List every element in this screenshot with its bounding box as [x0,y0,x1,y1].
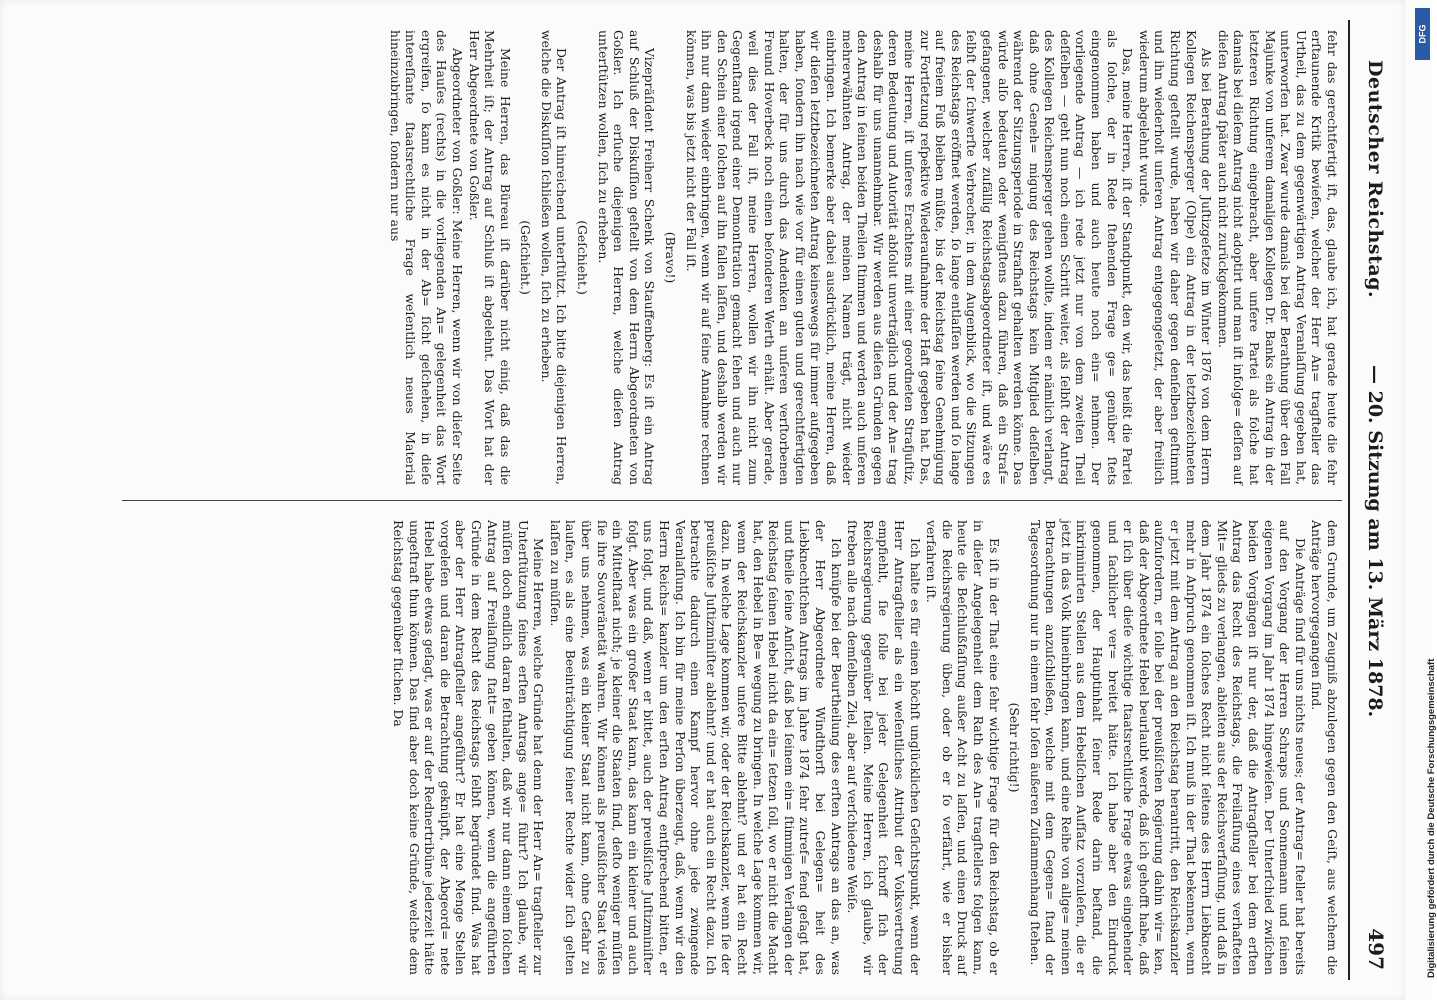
paragraph: Es iſt in der That eine ſehr wichtige Frage für den Reichstag, ob er in dieſer Angelegenheit dem Rath des An= tragſtellers folgen kann, heute die Beſchlußfaſſung außer Acht zu laſſen, und einen Druck auf die Reichsregierung üben, oder ob er ſo verfährt, wie er bisher verfahren iſt. [924,520,1002,975]
page-header [1354,20,1394,980]
paragraph: Meine Herren, welche Gründe hat denn der Herr An= tragſteller zur Unterſtützung ſeines erſten Antrags ange= führt? Ich glaube, wir müſſen doch endlich daran feſthalten, daß wir nur dann einem ſolchen Antrag auf Freilaſſung ſtatt= geben können, wenn die angeführten Gründe in dem Recht des Reichstags ſelbſt begründet ſind. Was hat aber der Herr Antragſteller angeführt? Er hat eine Menge Stellen vorgeleſen und daran die Betrachtung geknüpft, der Abgeord= nete Hebel habe etwas geſagt, was er auf der Rednertribüne jederzeit hätte ungeſtraft thun können. Das ſind aber doch keine Gründe, welche dem Reichstag gegenüber ſtichen. Da [390,520,547,975]
session-title: — 20. Sitzung am 13. März 1878. [1364,365,1386,718]
rotated-page-content [100,0,1400,1000]
paragraph: Meine Herren, das Büreau iſt darüber nicht einig, daß das die Mehrheit iſt; der Antrag auf Schluß iſt abgelehnt. Das Wort hat der Herr Abgeordnete von Goßler. [466,30,513,485]
page-number: 497 [1364,928,1388,970]
paragraph: Ich knüpfe bei der Beurtheilung des erſten Antrags an das an, was der Herr Abgeordnete Windthorſt bei Gelegen= heit des Liebknechtſchen Antrags im Jahre 1874 ſehr zutref= fend geſagt hat, und theile ſeine Anſicht, daß bei ſeinem ein= ſtimmigen Verlangen der Reichstag ſeinen Hebel nicht da ein= ſetzen ſoll, wo er nicht die Macht hat, den Hebel in Be= wegung zu bringen. In welche Lage kommen wir, wenn der Reichskanzler unſere Bitte ablehnt? und er hat ein Recht dazu. In welche Lage kommen wir, oder der Reichskanzler, wenn ſie der preußiſche Juſtizminiſter ablehnt? und er hat auch ein Recht dazu. Ich betrachte dadurch einen Kampf hervor ohne jede zwingende Veranlaſſung. Ich bin für meine Perſon überzeugt, daß, wenn wir den Herrn Reichs= kanzler um den erſten Antrag entſprechend bitten, er uns folgt, und daß, wenn er bittet, auch der preußiſche Juſtizminiſter folgt. Aber was ein großer Staat kann, das kann ein kleiner und auch ein Mittelſtaat nicht; je kleiner die Staaten ſind, deſto weniger müſſen ſie ihre Souveränetät wahren. Wir können als preußiſcher Staat vieles über uns nehmen, was ein kleiner Staat nicht kann, ohne Gefahr zu laufen, es als eine Beeinträchtigung ſeiner Rechte wider ſich gelten laſſen zu müſſen. [547,520,844,975]
paragraph: Als bei Berathung der Juſtizgeſetze im Winter 1876 von dem Herrn Kollegen Reichensperger (Olpe) ein Antrag in der letztbezeichneten Richtung geſtellt wurde, haben wir daher gegen denſelben geſtimmt und ihn wiederholt unſeren Antrag entgegengeſetzt, der aber freilich wiederum abgelehnt wurde. [1136,30,1215,485]
digitization-credit [1412,18,1437,998]
left-text-column [120,30,1340,485]
paragraph: Das, meine Herren, iſt der Standpunkt, den wir, das heißt die Partei als ſolche, der in Rede ſtehenden Frage ge= genüber ſtets eingenommen haben und auch heute noch ein= nehmen. Der vorliegende Antrag — ich rede jetzt nur von dem zweiten Theil deſſelben — geht nun noch einen Schritt weiter, als ſelbſt der Antrag des Kollegen Reichensperger gehen wollte, indem er nämlich verlangt, daß ohne Geneh= migung des Reichstags kein Mitglied deſſelben während der Sitzungsperiode in Strafhaft gehalten werden könne. Das würde alſo bedeuten oder wenigſtens dazu führen, daß ein Straf= gefangener, welcher zufällig Reichstagsabgeordneter iſt, und wäre es ſelbſt der ſchwerſte Verbrecher, in dem Augenblick, wo die Sitzungen des Reichstags eröffnet werden, ſo lange entlaſſen werden und ſo lange auf freiem Fuß bleiben müßte, bis der Reichstag ſeine Genehmigung zur Fortſetzung reſpektive Wiederaufnahme der Haft gegeben hat. Das, meine Herren, iſt unſeres Erachtens mit einer geordneten Strafjuſtiz, deren Bedeutung und Autorität abſolut unverträglich und der An= trag deshalb für uns unannehmbar. Wir werden aus dieſen Gründen gegen den Antrag in ſeinen beiden Theilen ſtimmen und werden auch unſeren mehrerwähnten Antrag, der meinen Namen trägt, nicht wieder einbringen. Ich bemerke aber dabei ausdrücklich, meine Herren, daß wir dieſen letztbezeichneten Antrag keineswegs für immer aufgegeben haben, ſondern ihn nach wie vor für einen guten und gerechtfertigten halten, der für uns durch das Andenken an unſeren verſtorbenen Freund Hoverbeck noch einen beſonderen Werth erhält. Aber gerade, weil dies der Fall iſt, meine Herren, wollen wir ihn nicht zum Gegenſtand irgend einer Demonſtration gemacht ſehen und auch nur den Schein einer ſolchen auf ihn fallen laſſen, und deshalb werden wir ihn nur dann wieder einbringen, wenn wir auf ſeine Annahme rechnen können, was bis jetzt nicht der Fall iſt. [683,30,1136,485]
column-divider [122,500,1342,501]
paragraph: Abgeordneter von Goßler: Meine Herren, wenn wir von dieſer Seite des Hauſes (rechts) in die vorliegenden An= gelegenheit das Wort ergreifen, ſo kann es nicht in der Ab= ſicht geſchehen, in dieſe intereſſante ſtaatsrechtliche Frage weſentlich neues Material hineinzubringen, ſondern nur aus [387,30,465,485]
paragraph: Vizepräſident Freiherr Schenk von Stauffenberg: Es iſt ein Antrag auf Schluß der Diskuſſion geſtellt von dem Herrn Abgeordneten von Goßler. Ich erſuche diejenigen Herren, welche dieſen Antrag unterſtützen wollen, ſich zu erheben. [595,30,658,485]
right-text-column [120,520,1340,975]
paragraph: Ich halte es für einen höchſt unglücklichen Geſichtspunkt, wenn der Herr Antragſteller als ein weſentliches Attribut der Volksvertretung empfiehlt, ſie ſolle bei jeder Gelegenheit ſchroff ſich der Reichsregierung gegenüber ſtellen. Meine Herren, ich glaube, wir ſtreben alle nach demſelben Ziel, aber auf verſchiedene Weiſe. [845,520,923,975]
interjection: (Geſchieht.) [575,220,591,295]
dfg-logo [1415,8,1430,60]
paragraph: dem Grunde, um Zeugniß abzulegen gegen den Geiſt, aus welchem die Anträge hervorgegangen ſind. [1309,520,1340,975]
paragraph: fehr das gerechtfertigt ift, das, glaube ich, hat gerade heute die fehr erſtaunende Kritik bewiefen, welcher der Herr An= tragfteller das Urtheil, das zu dem gegenwärtigen Antrag Veranlaſſung gegeben hat, unterworfen hat. Zwar wurde damals bei der Berathung über den Fall Majunke von unferem damaligen Kollegen Dr. Banks ein Antrag in der letzteren Richtung eingebracht, aber unfere Partei als folche hat damals bei dieſem Antrag nicht adoptirt und man ift infolge= deſſen auf dieſen Antrag ſpäter auch nicht zurückgekommen. [1215,30,1340,485]
interjection: (Geſchieht.) [518,220,534,295]
header-rule [1348,20,1350,980]
publication-title: Deutscher Reichstag. [1364,60,1386,299]
interjection: (Bravo!) [663,231,679,284]
paragraph: Der Antrag iſt hinreichend unterſtützt. Ich bitte diejenigen Herren, welche die Diskuſſion ſchließen wollen, ſich zu erheben. [538,30,570,485]
paragraph: Die Anträge ſind für uns nichts neues; der Antrag= ſteller hat bereits auf den Vorgang der Herren Schraps und Sonnemann und ſeinen eigenen Vorgang im Jahr 1874 hingewieſen. Der Unterſchied zwiſchen beiden Vorgängen iſt nur der, daß die Antragſteller bei dem erſten Antrag das Recht des Reichstags, die Freilaſſung eines verhafteten Mit= glieds zu verlangen, ableiten aus der Reichsverfaſſung, und daß in dem Jahr 1874 ein ſolches Recht nicht ſeitens des Herrn Liebknecht mehr in Anſpruch genommen iſt. Ich muß in der That bekennen, wenn er jetzt mit dem Antrag an den Reichstag herantritt, den Reichskanzler aufzufordern, er ſolle bei der preußiſchen Regierung dahin wir= ken, daß der Abgeordnete Hebel beurlaubt werde, daß ich gehofft habe, daß er ſich über dieſe wichtige ſtaatsrechtliche Frage etwas eingehender und ſachlicher ver= breitet hätte. Ich habe aber den Eindruck genommen, der Hauptinhalt ſeiner Rede darin beſtand, die inkriminirten Stellen aus dem Hebelſchen Aufſatz vorzuleſen, die er jetzt in das Volk hineinbringen kann, und eine Reihe von allge= meinen Betrachtungen anzuſchließen, welche mit dem Gegen= ſtand der Tagesordnung nur in einem ſehr loſen äußeren Zuſammenhang ſtehen. [1027,520,1308,975]
digitization-credit-text: Digitalisierung gefördert durch die Deutsche Forschungsgemeinschaft [1426,658,1437,978]
interjection: (Sehr richtig!) [1007,702,1023,793]
dfg-logo-text: DFG [1417,24,1428,44]
